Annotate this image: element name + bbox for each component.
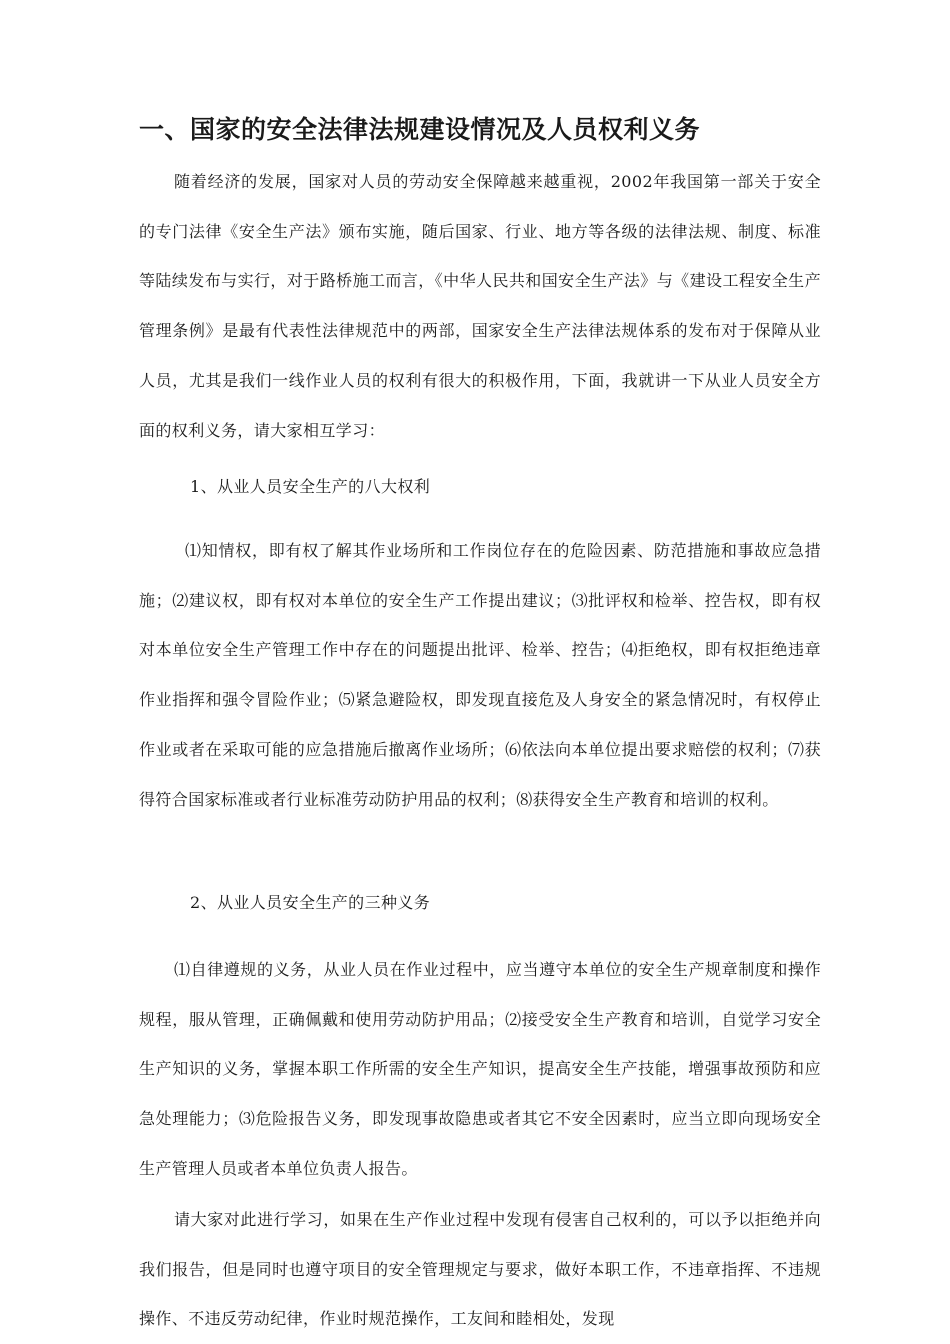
section-2-title: 2、从业人员安全生产的三种义务 [190,893,431,912]
closing-paragraph: 请大家对此进行学习，如果在生产作业过程中发现有侵害自己权利的，可以予以拒绝并向我们报告，但是同时也遵守项目的安全管理规定与要求，做好本职工作，不违章指挥、不违规操作、不违反劳动纪律，作业时规范操作，工友间和睦相处，发现 [139,1210,821,1329]
section-1-body: ⑴知情权，即有权了解其作业场所和工作岗位存在的危险因素、防范措施和事故应急措施；⑵建议权，即有权对本单位的安全生产工作提出建议；⑶批评权和检举、控告权，即有权对本单位安全生产管理工作中存在的问题提出批评、检举、控告；⑷拒绝权，即有权拒绝违章作业指挥和强令冒险作业；⑸紧急避险权，即发现直接危及人身安全的紧急情况时，有权停止作业或者在采取可能的应急措施后撤离作业场所；⑹依法向本单位提出要求赔偿的权利；⑺获得符合国家标准或者行业标准劳动防护用品的权利；⑻获得安全生产教育和培训的权利。 [139,541,821,809]
page-title: 一、国家的安全法律法规建设情况及人员权利义务 [139,115,701,144]
section-1-title: 1、从业人员安全生产的八大权利 [190,477,431,496]
intro-paragraph: 随着经济的发展，国家对人员的劳动安全保障越来越重视，2002年我国第一部关于安全的专门法律《安全生产法》颁布实施，随后国家、行业、地方等各级的法律法规、制度、标准等陆续发布与实行，对于路桥施工而言，《中华人民共和国安全生产法》与《建设工程安全生产管理条例》是最有代表性法律规范中的两部，国家安全生产法律法规体系的发布对于保障从业人员，尤其是我们一线作业人员的权利有很大的积极作用，下面，我就讲一下从业人员安全方面的权利义务，请大家相互学习： [139,172,821,440]
section-2-body: ⑴自律遵规的义务，从业人员在作业过程中，应当遵守本单位的安全生产规章制度和操作规程，服从管理，正确佩戴和使用劳动防护用品；⑵接受安全生产教育和培训，自觉学习安全生产知识的义务，掌握本职工作所需的安全生产知识，提高安全生产技能，增强事故预防和应急处理能力；⑶危险报告义务，即发现事故隐患或者其它不安全因素时，应当立即向现场安全生产管理人员或者本单位负责人报告。 [139,960,821,1178]
